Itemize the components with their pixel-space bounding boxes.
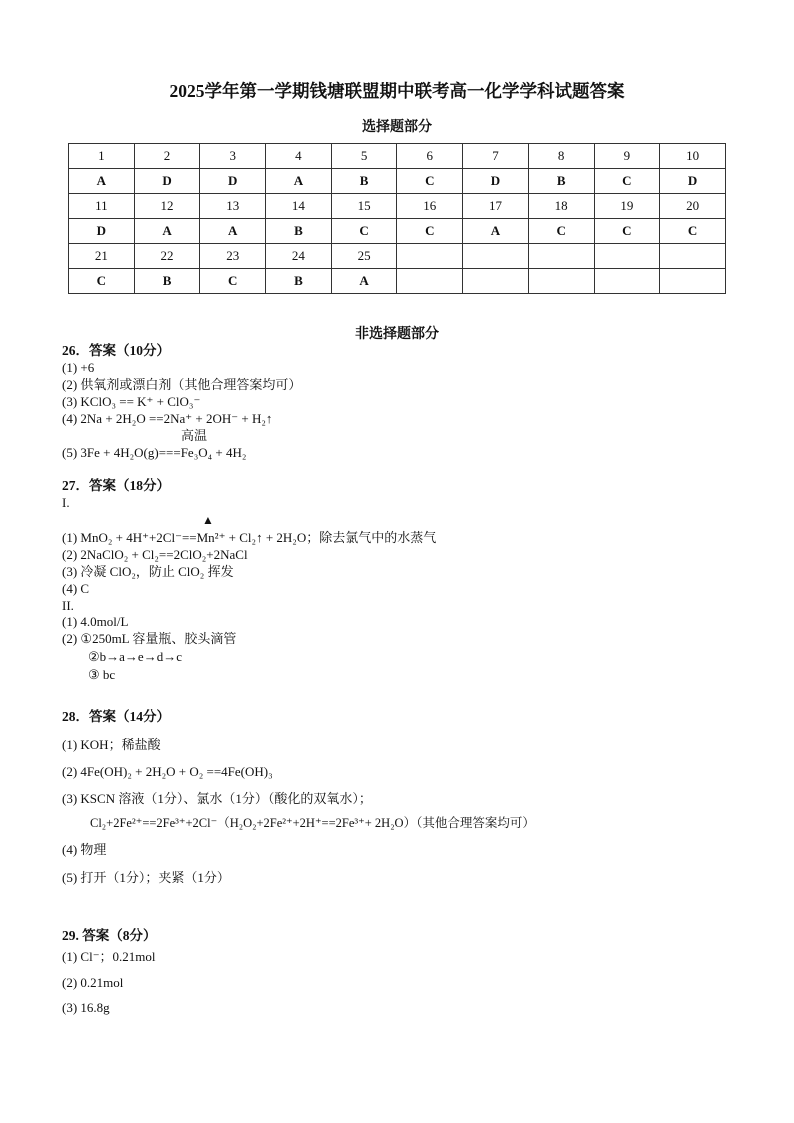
q28-header: 28．答案（14分）: [62, 709, 170, 724]
answer-cell: C: [69, 269, 135, 294]
q27-answer-II-2: (2) ①250mL 容量瓶、胶头滴管: [62, 631, 237, 646]
question-number-cell: [463, 244, 529, 269]
question-number-cell: 17: [463, 194, 529, 219]
q28-answer-2: (2) 4Fe(OH)₂ + 2H₂O + O₂ ==4Fe(OH)₃: [62, 764, 273, 779]
q28-answer-5: (5) 打开（1分）；夹紧（1分）: [62, 870, 230, 885]
question-number-cell: 16: [397, 194, 463, 219]
q28-answer-3: (3) KSCN 溶液（1分）、氯水（1分）（酸化的双氧水）；: [62, 791, 372, 806]
q26-answer-3: (3) KClO₃ == K⁺ + ClO₃⁻: [62, 394, 201, 409]
answer-cell: [594, 269, 660, 294]
question-number-row: [69, 144, 726, 169]
answer-cell: C: [397, 169, 463, 194]
question-number-cell: [397, 244, 463, 269]
answer-cell: [463, 269, 529, 294]
question-number-cell: 8: [528, 144, 594, 169]
q26-header: 26．答案（10分）: [62, 343, 170, 358]
q29-answer-3: (3) 16.8g: [62, 1000, 110, 1015]
question-number-cell: 2: [134, 144, 200, 169]
question-number-cell: 15: [331, 194, 397, 219]
q26-condition-label: 高温: [181, 428, 208, 443]
answer-cell: C: [594, 219, 660, 244]
q28-answer-1: (1) KOH；稀盐酸: [62, 737, 161, 752]
q27-answer-I-3: (3) 冷凝 ClO₂，防止 ClO₂ 挥发: [62, 564, 234, 579]
question-number-cell: 19: [594, 194, 660, 219]
q27-header: 27．答案（18分）: [62, 478, 170, 493]
section-heading-mc: 选择题部分: [362, 120, 432, 135]
question-number-cell: 7: [463, 144, 529, 169]
answer-cell: D: [463, 169, 529, 194]
q27-part-2-label: II.: [62, 598, 74, 613]
question-number-cell: 4: [266, 144, 332, 169]
question-number-cell: 21: [69, 244, 135, 269]
q27-answer-I-4: (4) C: [62, 581, 90, 596]
question-number-cell: 25: [331, 244, 397, 269]
answer-cell: D: [660, 169, 726, 194]
answer-table: [68, 143, 726, 294]
q28-answer-4: (4) 物理: [62, 842, 107, 857]
answer-row: [69, 269, 726, 294]
answer-cell: C: [594, 169, 660, 194]
question-number-row: [69, 244, 726, 269]
question-number-cell: [660, 244, 726, 269]
question-number-cell: 12: [134, 194, 200, 219]
answer-cell: C: [397, 219, 463, 244]
answer-cell: [397, 269, 463, 294]
q28-answer-3-equation: Cl₂+2Fe²⁺==2Fe³⁺+2Cl⁻（H₂O₂+2Fe²⁺+2H⁺==2Fe³⁺+ 2H₂O）（其他合理答案均可）: [90, 816, 535, 830]
question-number-cell: 18: [528, 194, 594, 219]
answer-cell: B: [331, 169, 397, 194]
q27-answer-II-2c: ③ bc: [88, 667, 116, 682]
answer-cell: C: [528, 219, 594, 244]
question-number-cell: 23: [200, 244, 266, 269]
answer-cell: A: [266, 169, 332, 194]
q26-answer-1: (1) +6: [62, 360, 95, 375]
q26-answer-5: (5) 3Fe + 4H₂O(g)===Fe₃O₄ + 4H₂: [62, 445, 247, 460]
question-number-cell: 13: [200, 194, 266, 219]
answer-cell: A: [463, 219, 529, 244]
document-title: 2025学年第一学期钱塘联盟期中联考高一化学学科试题答案: [169, 81, 625, 101]
question-number-cell: 20: [660, 194, 726, 219]
q27-answer-I-1: (1) MnO₂ + 4H⁺+2Cl⁻==Mn²⁺ + Cl₂↑ + 2H₂O；除去氯气中的水蒸气: [62, 530, 437, 545]
answer-cell: C: [331, 219, 397, 244]
answer-cell: D: [134, 169, 200, 194]
question-number-cell: 9: [594, 144, 660, 169]
q29-answer-1: (1) Cl⁻；0.21mol: [62, 949, 156, 964]
question-number-cell: [594, 244, 660, 269]
q26-answer-4: (4) 2Na + 2H₂O ==2Na⁺ + 2OH⁻ + H₂↑: [62, 411, 273, 426]
answer-row: [69, 169, 726, 194]
answer-cell: C: [660, 219, 726, 244]
answer-cell: B: [266, 219, 332, 244]
answer-cell: A: [69, 169, 135, 194]
answer-cell: D: [69, 219, 135, 244]
answer-cell: A: [134, 219, 200, 244]
question-number-cell: [528, 244, 594, 269]
question-number-cell: 3: [200, 144, 266, 169]
answer-row: [69, 219, 726, 244]
q27-answer-I-2: (2) 2NaClO₂ + Cl₂==2ClO₂+2NaCl: [62, 547, 248, 562]
question-number-cell: 6: [397, 144, 463, 169]
question-number-cell: 1: [69, 144, 135, 169]
section-heading-nonmc: 非选择题部分: [355, 327, 439, 342]
q26-answer-2: (2) 供氧剂或漂白剂（其他合理答案均可）: [62, 377, 302, 392]
answer-cell: D: [200, 169, 266, 194]
q27-answer-II-1: (1) 4.0mol/L: [62, 614, 129, 629]
question-number-cell: 22: [134, 244, 200, 269]
question-number-row: [69, 194, 726, 219]
answer-cell: B: [528, 169, 594, 194]
answer-cell: A: [200, 219, 266, 244]
answer-cell: B: [266, 269, 332, 294]
q29-answer-2: (2) 0.21mol: [62, 975, 124, 990]
question-number-cell: 5: [331, 144, 397, 169]
heat-triangle-icon: ▲: [202, 513, 214, 527]
answer-cell: [528, 269, 594, 294]
answer-cell: A: [331, 269, 397, 294]
answer-cell: B: [134, 269, 200, 294]
question-number-cell: 10: [660, 144, 726, 169]
q27-part-1-label: I.: [62, 495, 70, 510]
q29-header: 29. 答案（8分）: [62, 928, 157, 943]
answer-cell: [660, 269, 726, 294]
question-number-cell: 11: [69, 194, 135, 219]
question-number-cell: 14: [266, 194, 332, 219]
question-number-cell: 24: [266, 244, 332, 269]
q27-answer-II-2b: ②b→a→e→d→c: [88, 649, 182, 664]
answer-cell: C: [200, 269, 266, 294]
